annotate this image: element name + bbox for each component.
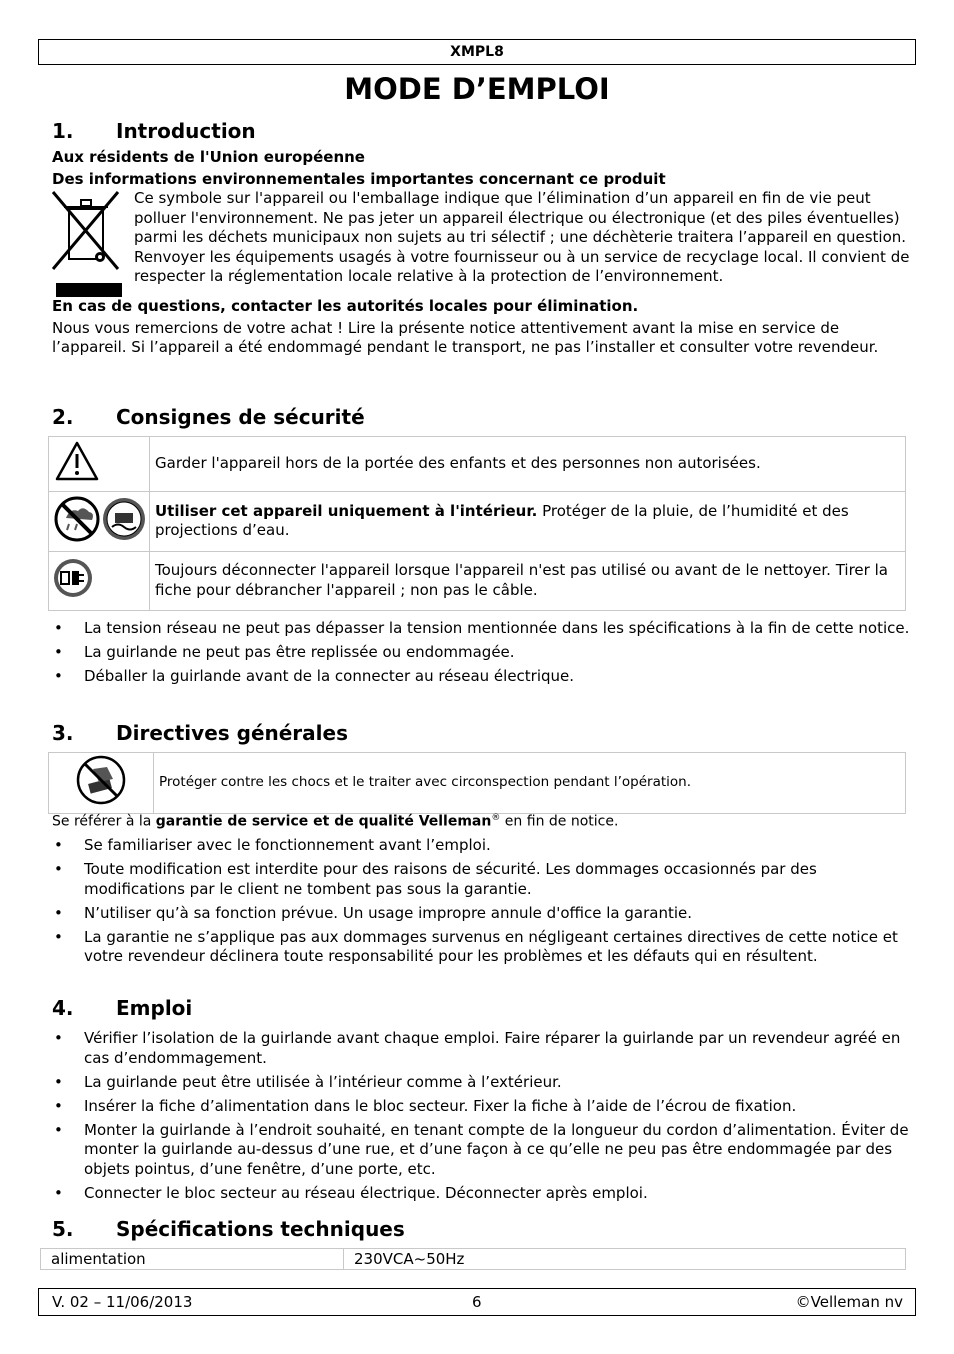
section-usage <box>52 995 912 1208</box>
list-item: • Se familiariser avec le fonctionnement avant l’emploi. <box>52 836 912 856</box>
list-item: • Connecter le bloc secteur au réseau électrique. Déconnecter après emploi. <box>52 1184 912 1204</box>
unplug-icon <box>49 552 150 611</box>
specs-table <box>40 1248 906 1270</box>
list-item: • Toute modification est interdite pour des raisons de sécurité. Les dommages occasionnés par des modifications par le client ne tombent pas sous la garantie. <box>52 860 912 899</box>
section-heading: 4. Emploi <box>52 996 193 1020</box>
handling-text: Protéger contre les chocs et le traiter avec circonspection pendant l’opération. <box>154 753 906 814</box>
thanks-text: Nous vous remercions de votre achat ! Lire la présente notice attentivement avant la mise en service de l’appareil. Si l’appareil a été endommagé pendant le transport, ne pas l’installer et consulter votre revendeur. <box>52 318 879 356</box>
list-item: • La garantie ne s’applique pas aux dommages survenus en négligeant certaines directives de cette notice et votre revendeur déclinera toute responsabilité pour les problèmes et les défauts qui en résultent. <box>52 928 912 967</box>
handling-row <box>49 753 906 814</box>
list-item: • La tension réseau ne peut pas dépasser la tension mentionnée dans les spécifications à la fin de cette notice. <box>52 619 912 639</box>
safety-text: Toujours déconnecter l'appareil lorsque l'appareil n'est pas utilisé ou avant de le nettoyer. Tirer la fiche pour débrancher l'appareil ; non pas le câble. <box>150 552 906 611</box>
table-row <box>41 1249 906 1270</box>
eu-residents-heading: Aux résidents de l'Union européenne <box>52 148 365 166</box>
list-item: • La guirlande peut être utilisée à l’intérieur comme à l’extérieur. <box>52 1073 912 1093</box>
safety-table <box>48 436 906 611</box>
safety-row <box>49 552 906 611</box>
list-item: • Vérifier l’isolation de la guirlande avant chaque emploi. Faire réparer la guirlande par un revendeur agréé en cas d’endommagement. <box>52 1029 912 1068</box>
section-heading: 2. Consignes de sécurité <box>52 405 365 429</box>
weee-notice <box>52 189 912 297</box>
footer-copyright: ©Velleman nv <box>795 1293 903 1311</box>
model-name: XMPL8 <box>450 44 504 60</box>
handling-table <box>48 752 906 814</box>
weee-text: Ce symbole sur l'appareil ou l'emballage indique que l’élimination d’un appareil en fin de vie peut polluer l'environnement. Ne pas jeter un appareil électrique ou électronique (et des piles éventuelles) parmi les déchets municipaux non sujets au tri sélectif ; une déchèterie traitera l’appareil en question. Renvoyer les équipements usagés à votre fournisseur ou à un service de recyclage local. Il convient de respecter la réglementation locale relative à la protection de l’environnement. <box>134 189 910 285</box>
safety-row <box>49 491 906 552</box>
section-heading: 1. Introduction <box>52 119 256 143</box>
section-specs <box>52 1216 912 1242</box>
list-item: • Monter la guirlande à l’endroit souhaité, en tenant compte de la longueur du cordon d’alimentation. Éviter de monter la guirlande au-dessus d’une rue, et d’une façon à ce qu’elle ne peu pas être endommagée par des objets pointus, d’une fenêtre, d’une porte, etc. <box>52 1121 912 1180</box>
footer-version: V. 02 – 11/06/2013 <box>52 1293 193 1311</box>
list-item: • Déballer la guirlande avant de la connecter au réseau électrique. <box>52 667 912 687</box>
warning-triangle-icon <box>49 437 150 492</box>
section-safety <box>52 404 912 430</box>
bullet-list <box>52 619 912 687</box>
section-heading: 5. Spécifications techniques <box>52 1217 405 1241</box>
list-item: • N’utiliser qu’à sa fonction prévue. Un usage impropre annule d'office la garantie. <box>52 904 912 924</box>
handle-with-care-icon <box>49 753 154 814</box>
header-model-box <box>38 39 916 65</box>
safety-text: Garder l'appareil hors de la portée des enfants et des personnes non autorisées. <box>150 437 906 492</box>
warranty-reference: Se référer à la garantie de service et de qualité Velleman® en fin de notice. • Se familiariser avec le fonctionnement avant l’emploi. • Toute modification est interdite pour des raisons de sécurité. Les dommages occasionnés par des modifications par le client ne tombent pas sous la garantie. • N’utiliser qu’à sa fonction prévue. Un usage impropre annule d'office la garantie. • La garantie ne s’applique pas aux dommages survenus en négligeant certaines directives de cette notice et votre revendeur déclinera toute responsabilité pour les problèmes et les défauts qui en résultent. <box>52 809 912 971</box>
weee-bin-icon <box>52 189 124 297</box>
environment-heading: Des informations environnementales importantes concernant ce produit <box>52 169 666 188</box>
spec-label: alimentation <box>41 1249 344 1270</box>
safety-bullets <box>52 619 912 691</box>
bullet-list <box>52 1029 912 1203</box>
list-item: • Insérer la fiche d’alimentation dans le bloc secteur. Fixer la fiche à l’aide de l’écrou de fixation. <box>52 1097 912 1117</box>
safety-text: Utiliser cet appareil uniquement à l'intérieur. Protéger de la pluie, de l’humidité et des projections d’eau. <box>150 491 906 552</box>
footer-page-number: 6 <box>472 1293 482 1311</box>
questions-text: En cas de questions, contacter les autorités locales pour élimination. <box>52 297 639 315</box>
footer <box>38 1288 916 1316</box>
list-item: • La guirlande ne peut pas être replissée ou endommagée. <box>52 643 912 663</box>
indoor-use-only-icon <box>49 491 150 552</box>
safety-row <box>49 437 906 492</box>
section-heading: 3. Directives générales <box>52 721 348 745</box>
section-introduction <box>52 118 912 358</box>
bullet-list <box>52 836 912 967</box>
page-title: MODE D’EMPLOI <box>344 72 610 106</box>
section-general <box>52 720 912 746</box>
spec-value: 230VCA~50Hz <box>344 1249 906 1270</box>
